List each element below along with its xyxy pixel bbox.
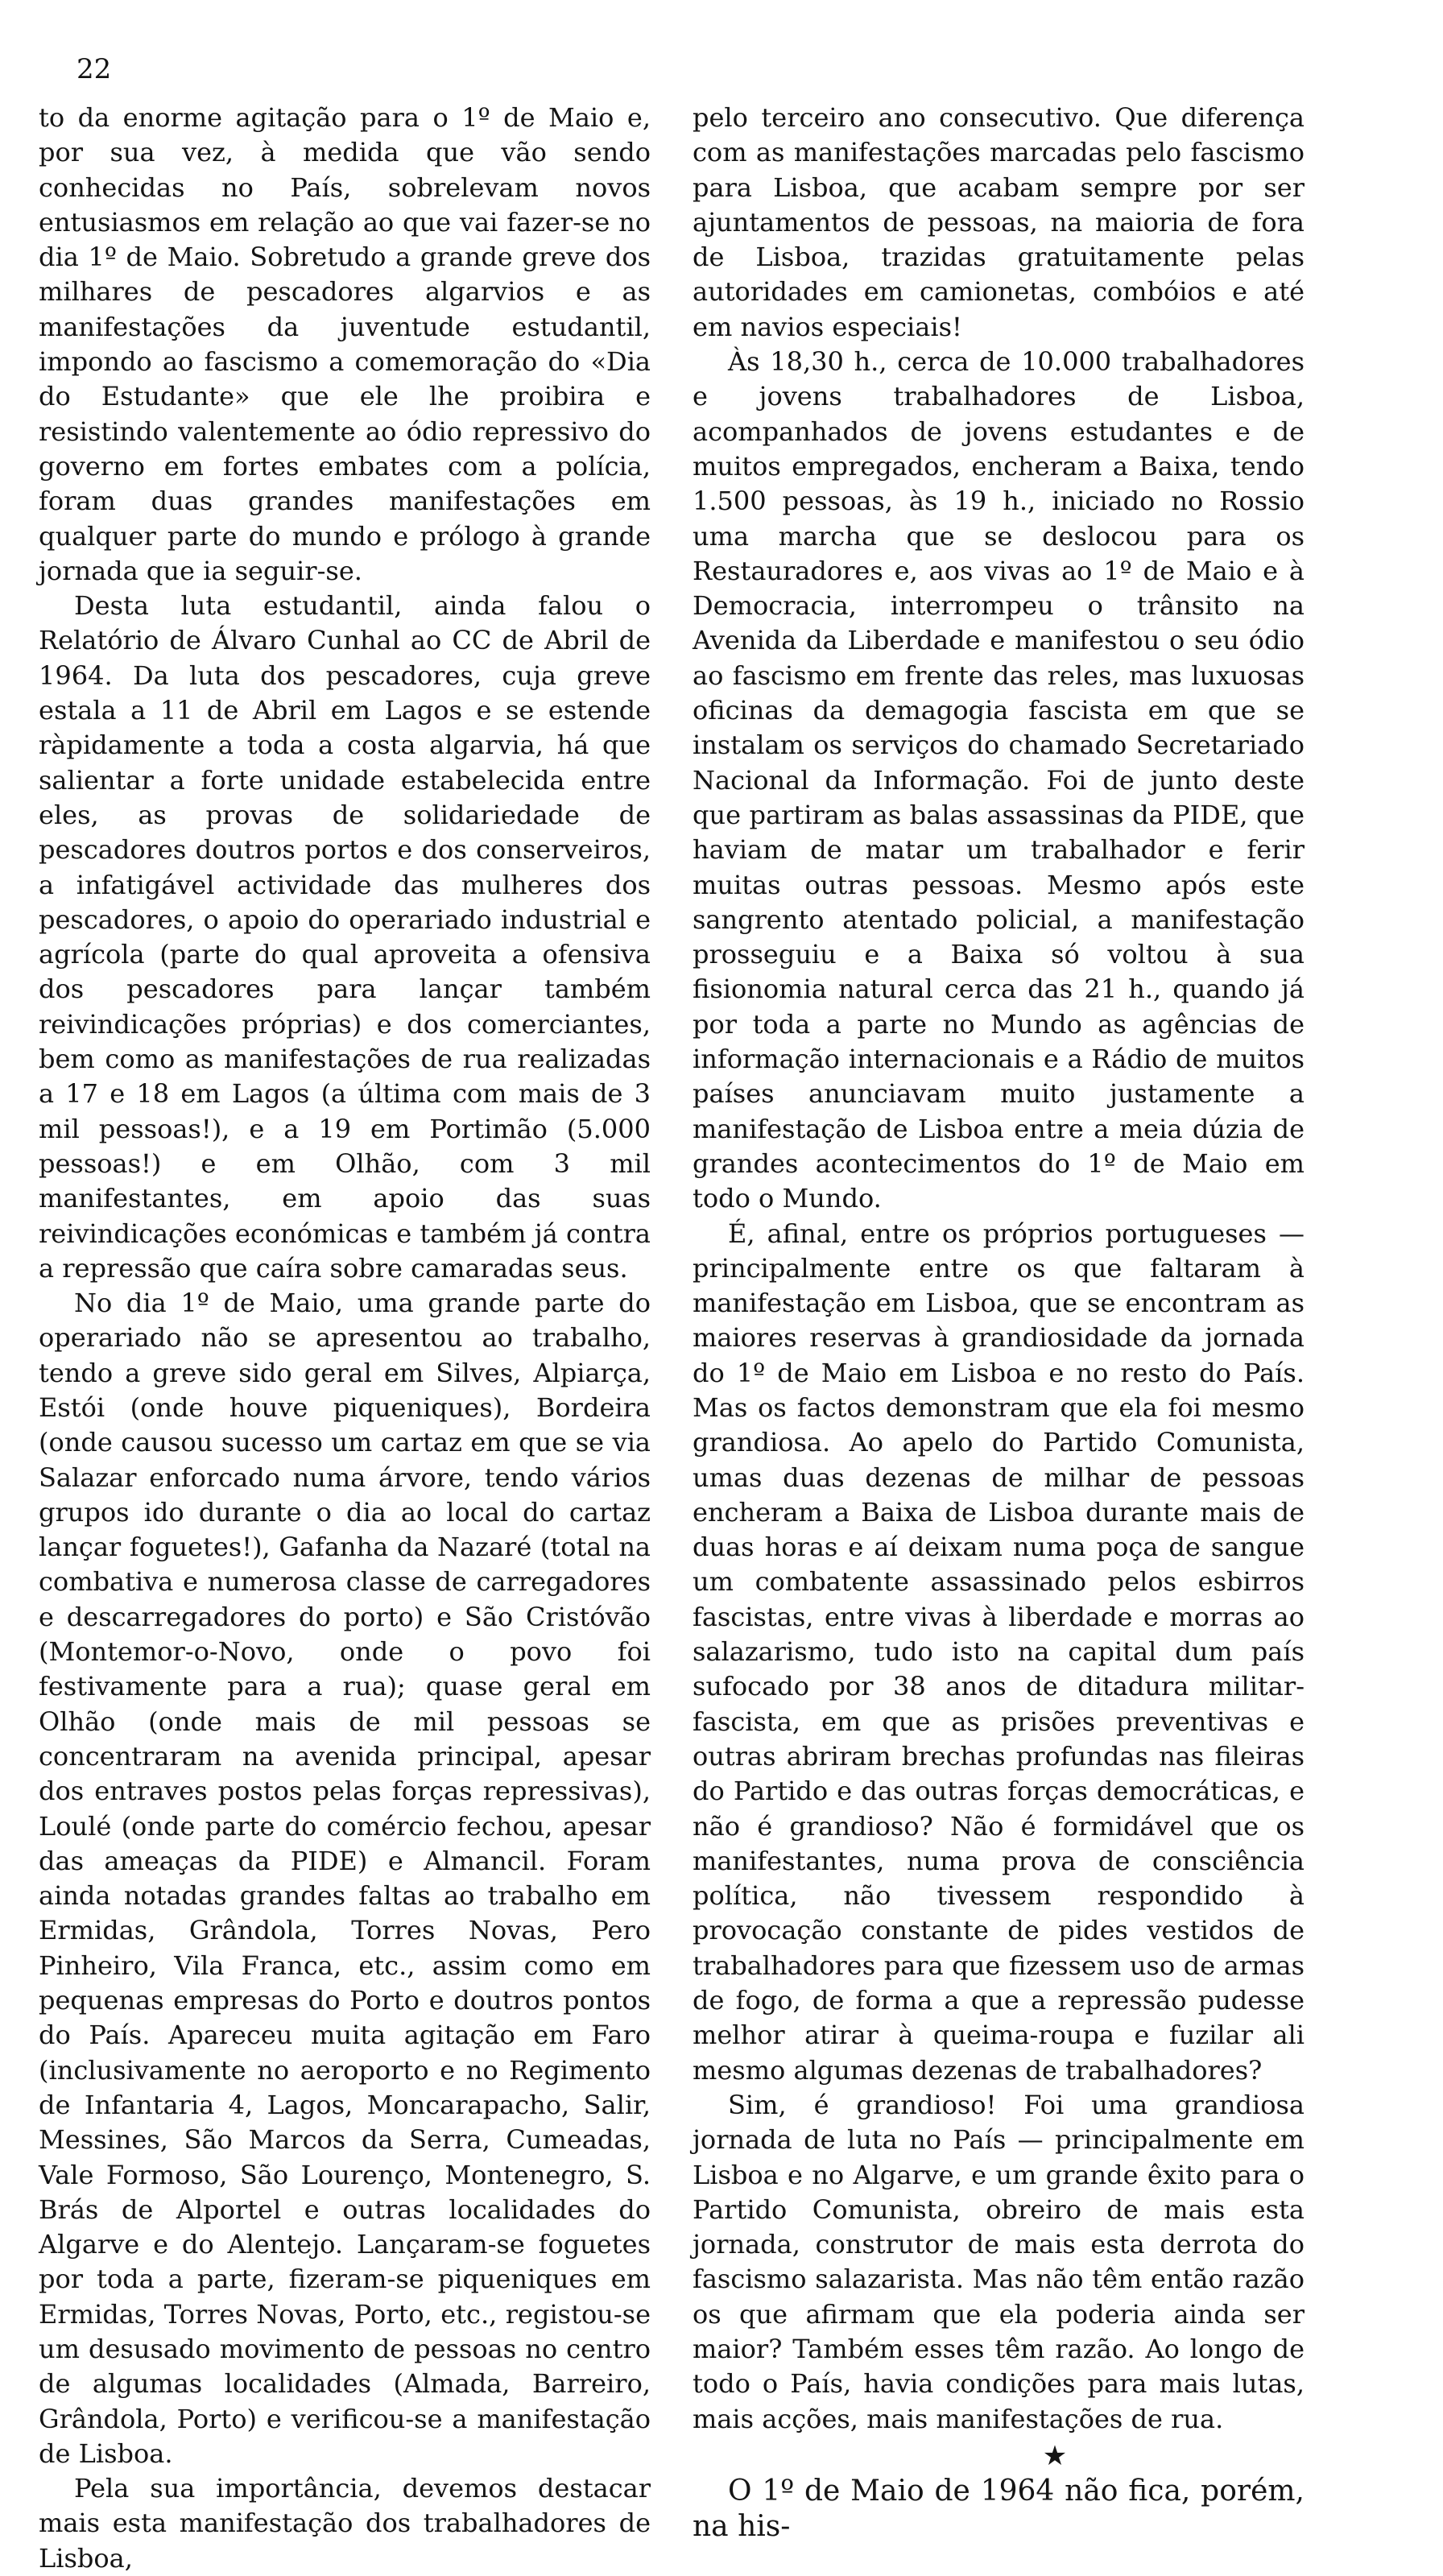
paragraph: pelo terceiro ano consecutivo. Que diferença com as manifestações marcadas pelo fascismo para Lisboa, que acabam sempre por ser ajuntamentos de pessoas, na maioria de fora de Lisboa, trazidas gratuitamente pelas autoridades em camionetas, combóios e até em navios especiais! — [693, 102, 1304, 342]
right-column — [693, 101, 1304, 2545]
paragraph: No dia 1º de Maio, uma grande parte do operariado não se apresentou ao trabalho, tendo a greve sido geral em Silves, Alpiarça, Estói (onde houve piqueniques), Bordeira (onde causou sucesso um cartaz em que se via Salazar enforcado numa árvore, tendo vários grupos ido durante o dia ao local do cartaz lançar foguetes!), Gafanha da Nazaré (total na combativa e numerosa classe de carregadores e descarregadores do porto) e São Cristóvão (Montemor-o-Novo, onde o povo foi festivamente para a rua); quase geral em Olhão (onde mais de mil pessoas se concentraram na avenida principal, apesar dos entraves postos pelas forças repressivas), Loulé (onde parte do comércio fechou, apesar das ameaças da PIDE) e Almancil. Foram ainda notadas grandes faltas ao trabalho em Ermidas, Grândola, Torres Novas, Pero Pinheiro, Vila Franca, etc., assim como em pequenas empresas do Porto e doutros pontos do País. Apareceu muita agitação em Faro (inclusivamente no aeroporto e no Regimento de Infantaria 4, Lagos, Moncarapacho, Salir, Messines, São Marcos da Serra, Cumeadas, Vale Formoso, São Lourenço, Montenegro, S. Brás de Alportel e outras localidades do Algarve e do Alentejo. Lançaram-se foguetes por toda a parte, fizeram-se piqueniques em Ermidas, Torres Novas, Porto, etc., registou-se um desusado movimento de pessoas no centro de algumas localidades (Almada, Barreiro, Grândola, Porto) e verificou-se a manifestação de Lisboa. — [39, 1288, 651, 2469]
paragraph: É, afinal, entre os próprios portugueses — principalmente entre os que faltaram à manifestação em Lisboa, que se encontram as maiores reservas à grandiosidade da jornada do 1º de Maio em Lisboa e no resto do País. Mas os factos demonstram que ela foi mesmo grandiosa. Ao apelo do Partido Comunista, umas duas dezenas de milhar de pessoas encheram a Baixa de Lisboa durante mais de duas horas e aí deixam numa poça de sangue um combatente assassinado pelos esbirros fascistas, entre vivas à liberdade e morras ao salazarismo, tudo isto na capital dum país sufocado por 38 anos de ditadura militar-fascista, em que as prisões preventivas e outras abriram brechas profundas nas fileiras do Partido e das outras forças democráticas, e não é grandioso? Não é formidável que os manifestantes, numa prova de consciência política, não tivessem respondido à provocação constante de pides vestidos de trabalhadores para que fizessem uso de armas de fogo, de forma a que a repressão pudesse melhor atirar à queima-roupa e fuzilar ali mesmo algumas dezenas de trabalhadores? — [693, 1218, 1304, 2086]
paragraph: Às 18,30 h., cerca de 10.000 trabalhadores e jovens trabalhadores de Lisboa, acompanhados de jovens estudantes e de muitos empregados, encheram a Baixa, tendo 1.500 pessoas, às 19 h., iniciado no Rossio uma marcha que se deslocou para os Restauradores e, aos vivas ao 1º de Maio e à Democracia, interrompeu o trânsito na Avenida da Liberdade e manifestou o seu ódio ao fascismo em frente das reles, mas luxuosas oficinas da demagogia fascista em que se instalam os serviços do chamado Secretariado Nacional da Informação. Foi de junto deste que partiram as balas assassinas da PIDE, que haviam de matar um trabalhador e ferir muitas outras pessoas. Mesmo após este sangrento atentado policial, a manifestação prosseguiu e a Baixa só voltou à sua fisionomia natural cerca das 21 h., quando já por toda a parte no Mundo as agências de informação internacionais e a Rádio de muitos países anunciavam muito justamente a manifestação de Lisboa entre a meia dúzia de grandes acontecimentos do 1º de Maio em todo o Mundo. — [693, 346, 1304, 1214]
left-column — [39, 101, 651, 2576]
page-number: 22 — [76, 53, 112, 85]
paragraph: Pela sua importância, devemos destacar mais esta manifestação dos trabalhadores de Lisboa, — [39, 2473, 651, 2574]
paragraph: Sim, é grandioso! Foi uma grandiosa jornada de luta no País — principalmente em Lisboa e no Algarve, e um grande êxito para o Partido Comunista, obreiro de mais esta jornada, construtor de mais esta derrota do fascismo salazarista. Mas não têm então razão os que afirmam que ela poderia ainda ser maior? Também esses têm razão. Ao longo de todo o País, havia condições para mais lutas, mais acções, mais manifestações de rua. — [693, 2089, 1304, 2434]
paragraph: to da enorme agitação para o 1º de Maio e, por sua vez, à medida que vão sendo conhecidas no País, sobrelevam novos entusiasmos em relação ao que vai fazer-se no dia 1º de Maio. Sobretudo a grande greve dos milhares de pescadores algarvios e as manifestações da juventude estudantil, impondo ao fascismo a comemoração do «Dia do Estudante» que ele lhe proibira e resistindo valentemente ao ódio repressivo do governo em fortes embates com a polícia, foram duas grandes manifestações em qualquer parte do mundo e prólogo à grande jornada que ia seguir-se. — [39, 102, 651, 586]
paragraph: Desta luta estudantil, ainda falou o Relatório de Álvaro Cunhal ao CC de Abril de 1964. Da luta dos pescadores, cuja greve estala a 11 de Abril em Lagos e se estende ràpidamente a toda a costa algarvia, há que salientar a forte unidade estabelecida entre eles, as provas de solidariedade de pescadores doutros portos e dos conserveiros, a infatigável actividade das mulheres dos pescadores, o apoio do operariado industrial e agrícola (parte do qual aproveita a ofensiva dos pescadores para lançar também reivindicações próprias) e dos comerciantes, bem como as manifestações de rua realizadas a 17 e 18 em Lagos (a última com mais de 3 mil pessoas!), e a 19 em Portimão (5.000 pessoas!) e em Olhão, com 3 mil manifestantes, em apoio das suas reivindicações económicas e também já contra a repressão que caíra sobre camaradas seus. — [39, 590, 651, 1284]
closing-line: O 1º de Maio de 1964 não fica, porém, na his- — [693, 2474, 1304, 2543]
star-separator-icon: ★ — [1042, 2439, 1068, 2472]
